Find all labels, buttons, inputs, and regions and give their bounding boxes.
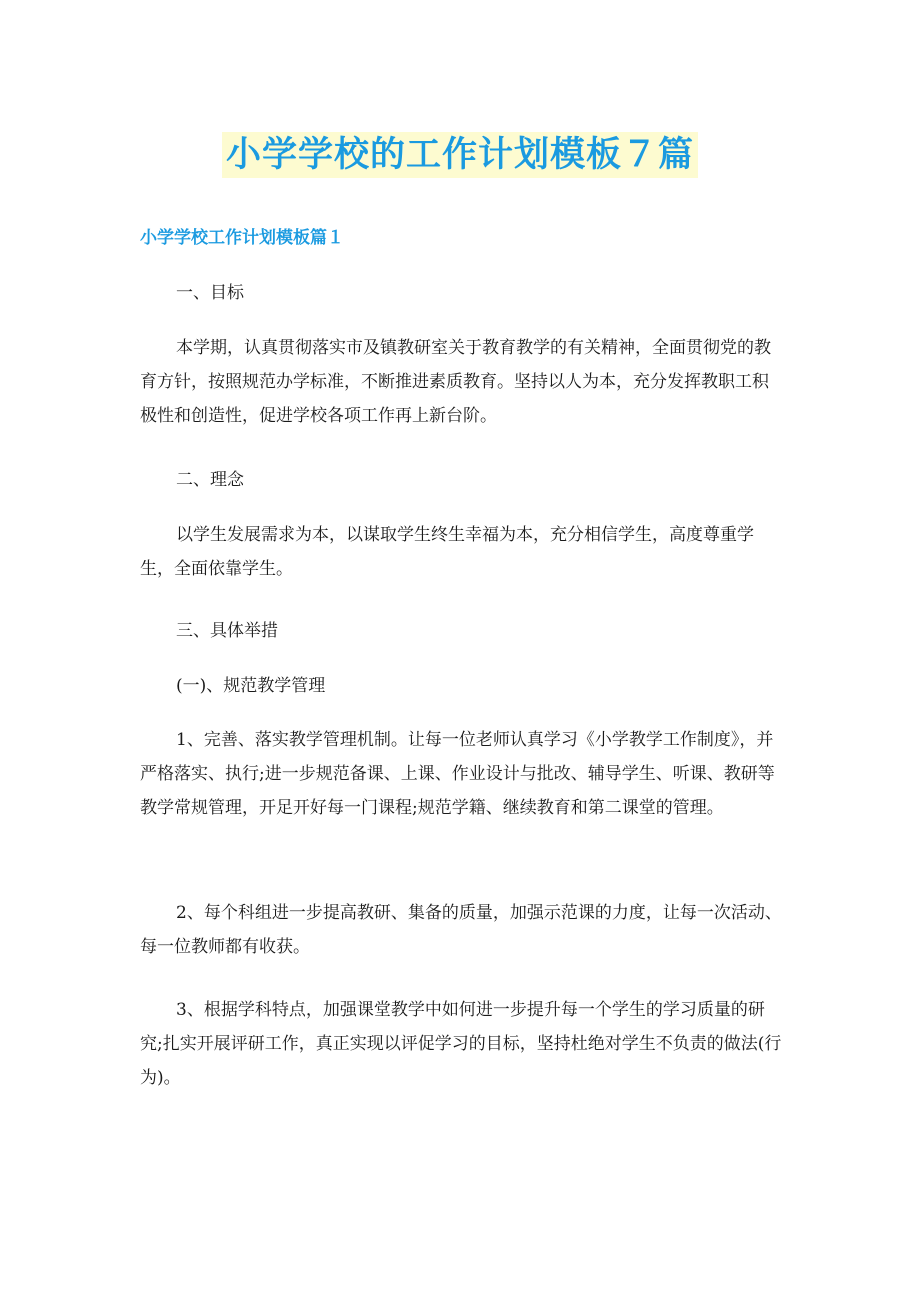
paragraph-item-2: 2、每个科组进一步提高教研、集备的质量，加强示范课的力度，让每一次活动、每一位教师都有收获。: [140, 903, 782, 957]
paragraph-item-1: 1、完善、落实教学管理机制。让每一位老师认真学习《小学教学工作制度》，并严格落实、执行;进一步规范备课、上课、作业设计与批改、辅导学生、听课、教研等教学常规管理，开足开好每一门课程;规范学籍、继续教育和第二课堂的管理。: [140, 730, 775, 818]
paragraph-philosophy: 以学生发展需求为本，以谋取学生终生幸福为本，充分相信学生，高度尊重学生，全面依靠学生。: [140, 525, 754, 579]
section-heading: 小学学校工作计划模板篇１: [140, 228, 344, 248]
heading-goal: 一、目标: [176, 283, 244, 303]
paragraph-item-3: 3、根据学科特点，加强课堂教学中如何进一步提升每一个学生的学习质量的研究;扎实开展评研工作，真正实现以评促学习的目标，坚持杜绝对学生不负责的做法(行为)。: [140, 1000, 782, 1088]
heading-measures: 三、具体举措: [176, 621, 278, 641]
paragraph-goal: 本学期，认真贯彻落实市及镇教研室关于教育教学的有关精神，全面贯彻党的教育方针，按照规范办学标准，不断推进素质教育。坚持以人为本，充分发挥教职工积极性和创造性，促进学校各项工作再上新台阶。: [140, 338, 771, 426]
heading-philosophy: 二、理念: [176, 470, 244, 490]
document-title: 小学学校的工作计划模板７篇: [222, 132, 698, 178]
subheading-teaching-management: (一)、规范教学管理: [176, 676, 326, 696]
title-container: [0, 132, 920, 178]
